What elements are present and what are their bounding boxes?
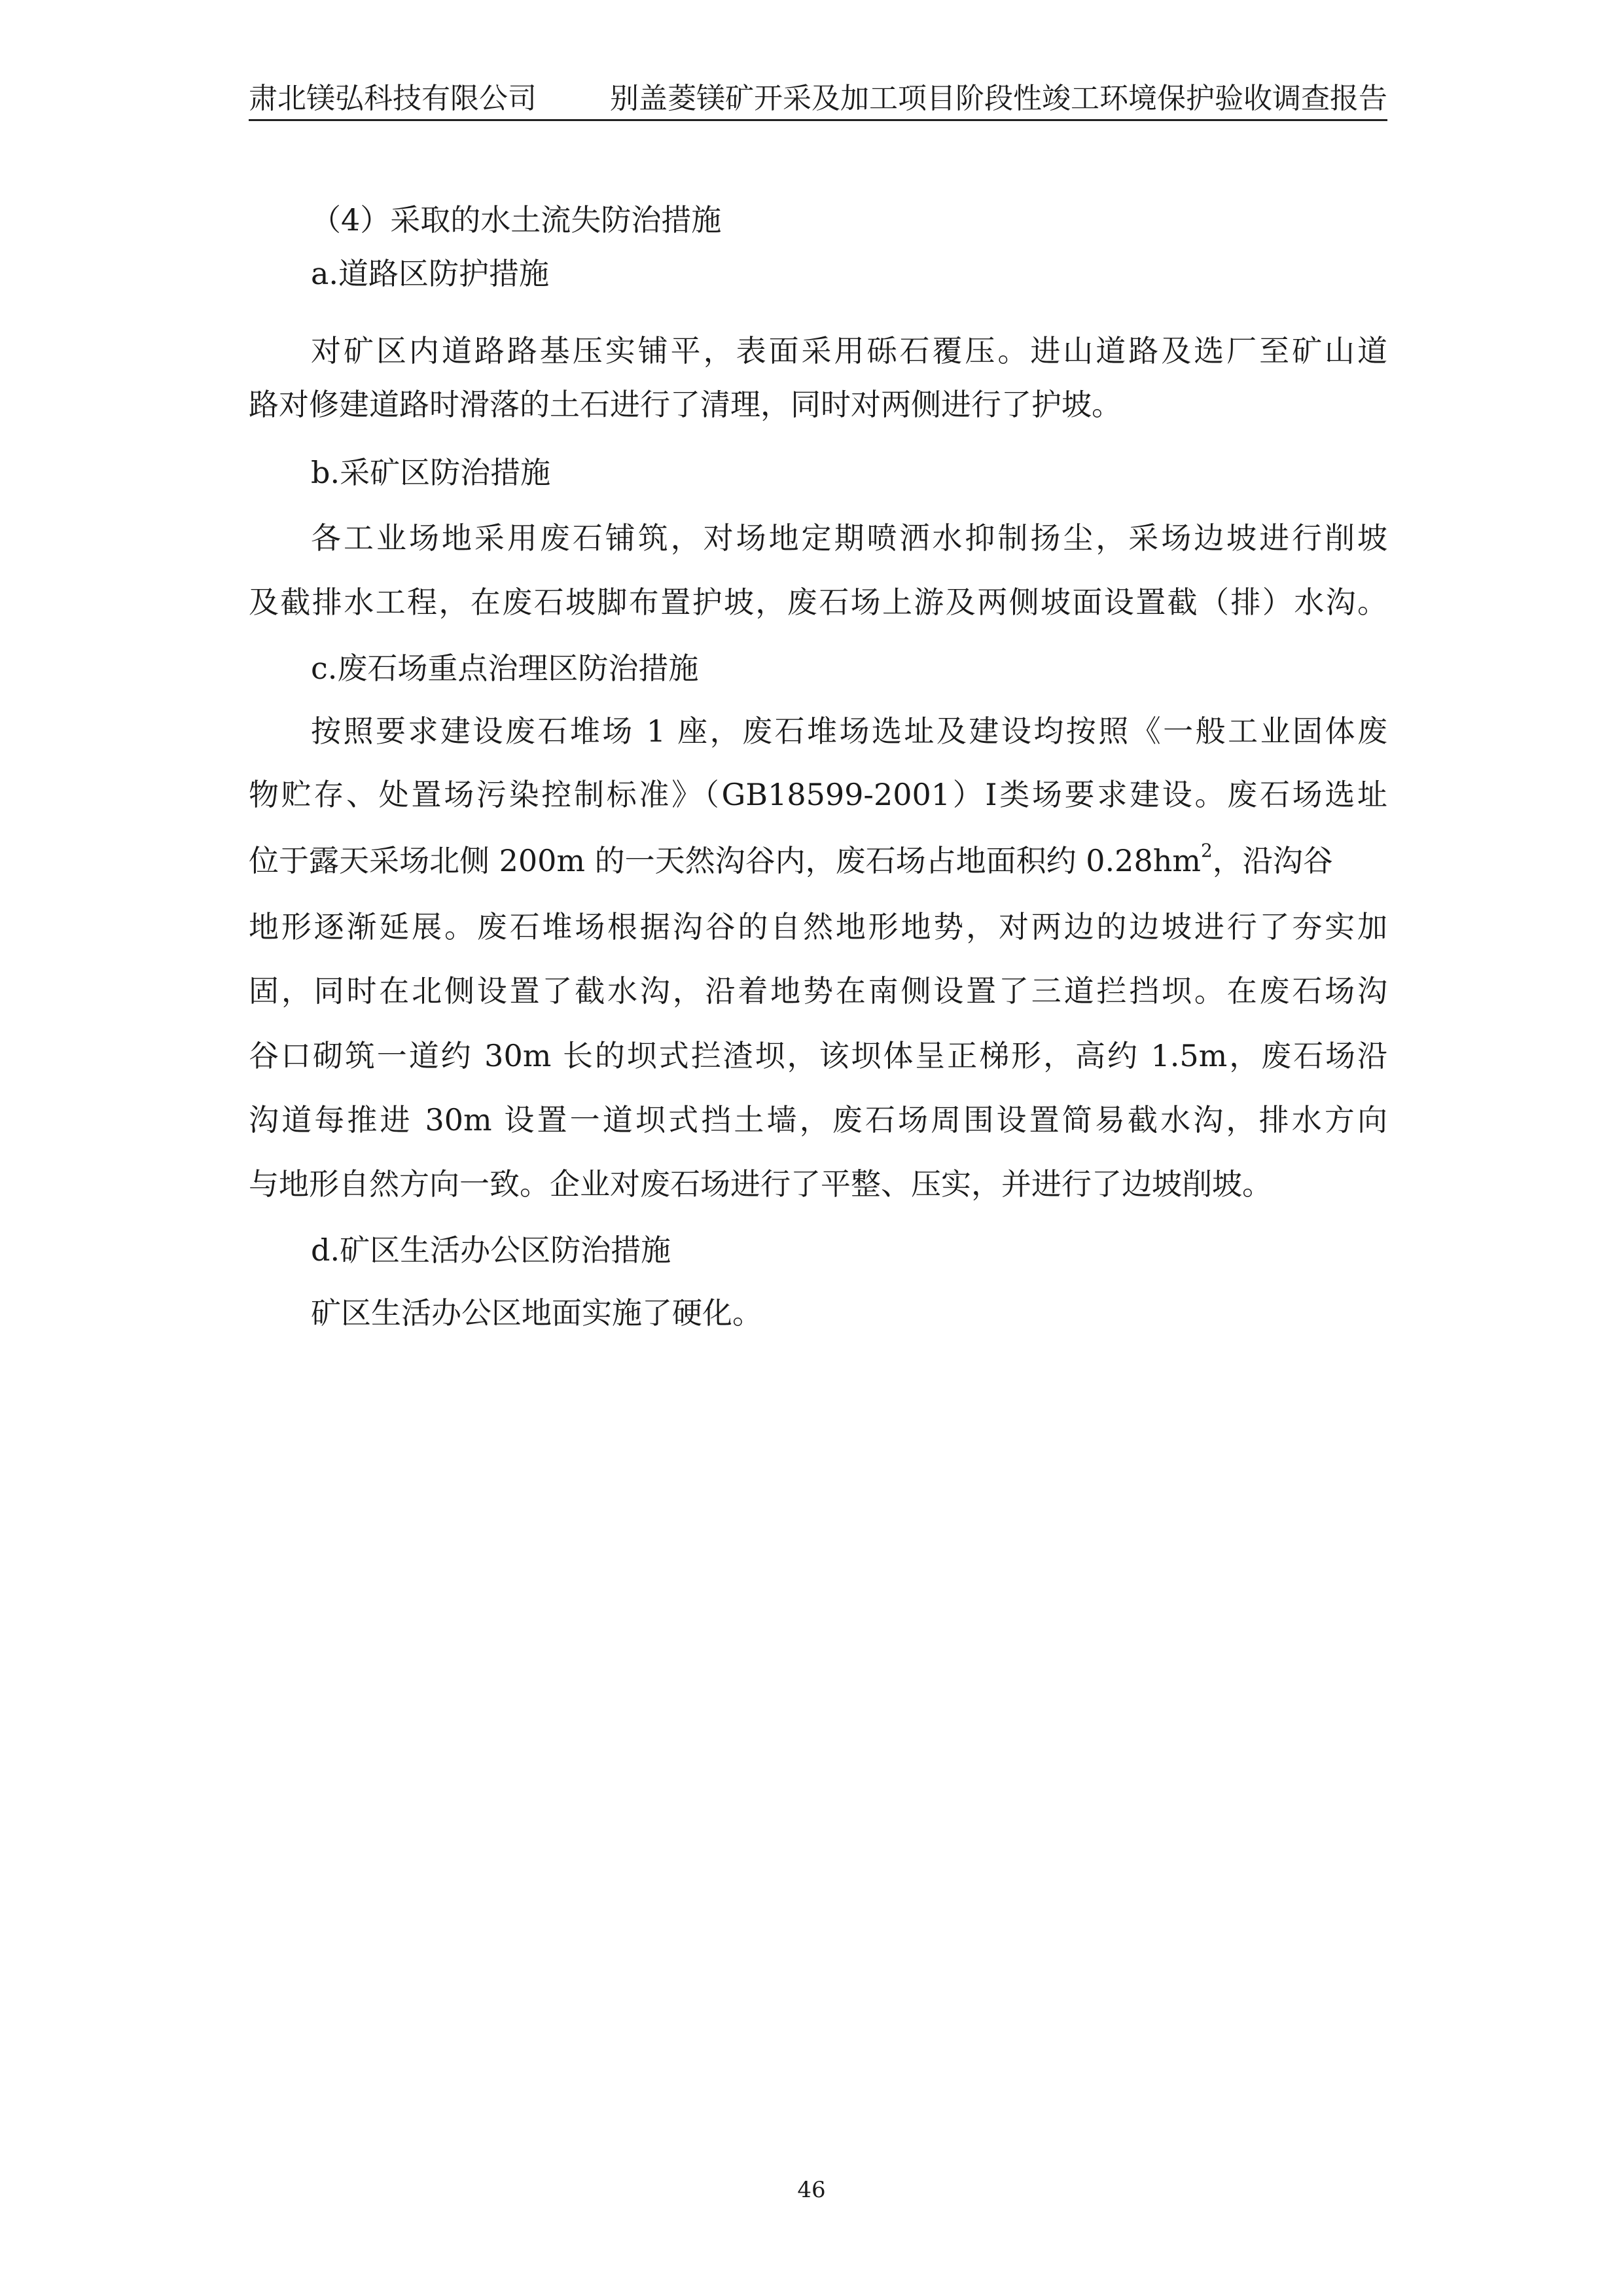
section-c-line-4: 地形逐渐延展。废石堆场根据沟谷的自然地形地势，对两边的边坡进行了夯实加 [249, 909, 1387, 944]
section-c-line-5: 固，同时在北侧设置了截水沟，沿着地势在南侧设置了三道拦挡坝。在废石场沟 [249, 973, 1387, 1009]
section-b-title: b.采矿区防治措施 [311, 455, 551, 490]
section-d-title: d.矿区生活办公区防治措施 [311, 1232, 671, 1268]
section-a-line-2: 路对修建道路时滑落的土石进行了清理，同时对两侧进行了护坡。 [249, 387, 1122, 422]
section-b-line-1: 各工业场地采用废石铺筑，对场地定期喷洒水抑制扬尘，采场边坡进行削坡 [311, 520, 1387, 556]
section-c-line-1: 按照要求建设废石堆场 1 座，废石堆场选址及建设均按照《一般工业固体废 [311, 713, 1387, 749]
section-c-title: c.废石场重点治理区防治措施 [311, 651, 699, 686]
section-c-line-6: 谷口砌筑一道约 30m 长的坝式拦渣坝，该坝体呈正梯形，高约 1.5m，废石场沿 [249, 1038, 1387, 1073]
subheading-4: （4）采取的水土流失防治措施 [311, 202, 722, 238]
section-d-line-1: 矿区生活办公区地面实施了硬化。 [311, 1295, 762, 1331]
header-report-title: 别盖菱镁矿开采及加工项目阶段性竣工环境保护验收调查报告 [610, 82, 1387, 115]
section-c-line-3-text: 位于露天采场北侧 200m 的一天然沟谷内，废石场占地面积约 $0.28hm^2$，沿沟谷 [249, 840, 1333, 878]
section-c-line-3 [249, 839, 1387, 882]
section-c-line-7: 沟道每推进 30m 设置一道坝式挡土墙，废石场周围设置简易截水沟，排水方向 [249, 1102, 1387, 1138]
section-c-line-8: 与地形自然方向一致。企业对废石场进行了平整、压实，并进行了边坡削坡。 [249, 1166, 1272, 1202]
header-company: 肃北镁弘科技有限公司 [249, 82, 537, 115]
section-c-line-2: 物贮存、处置场污染控制标准》（GB18599-2001）Ⅰ类场要求建设。废石场选址 [249, 777, 1387, 812]
superscript-2: 2 [1200, 840, 1213, 861]
section-b-line-2: 及截排水工程，在废石坡脚布置护坡，废石场上游及两侧坡面设置截（排）水沟。 [249, 584, 1387, 620]
section-a-title: a.道路区防护措施 [311, 256, 550, 291]
page-number: 46 [797, 2177, 826, 2203]
section-a-line-1: 对矿区内道路路基压实铺平，表面采用砾石覆压。进山道路及选厂至矿山道 [311, 333, 1387, 368]
page-header [249, 73, 1387, 121]
